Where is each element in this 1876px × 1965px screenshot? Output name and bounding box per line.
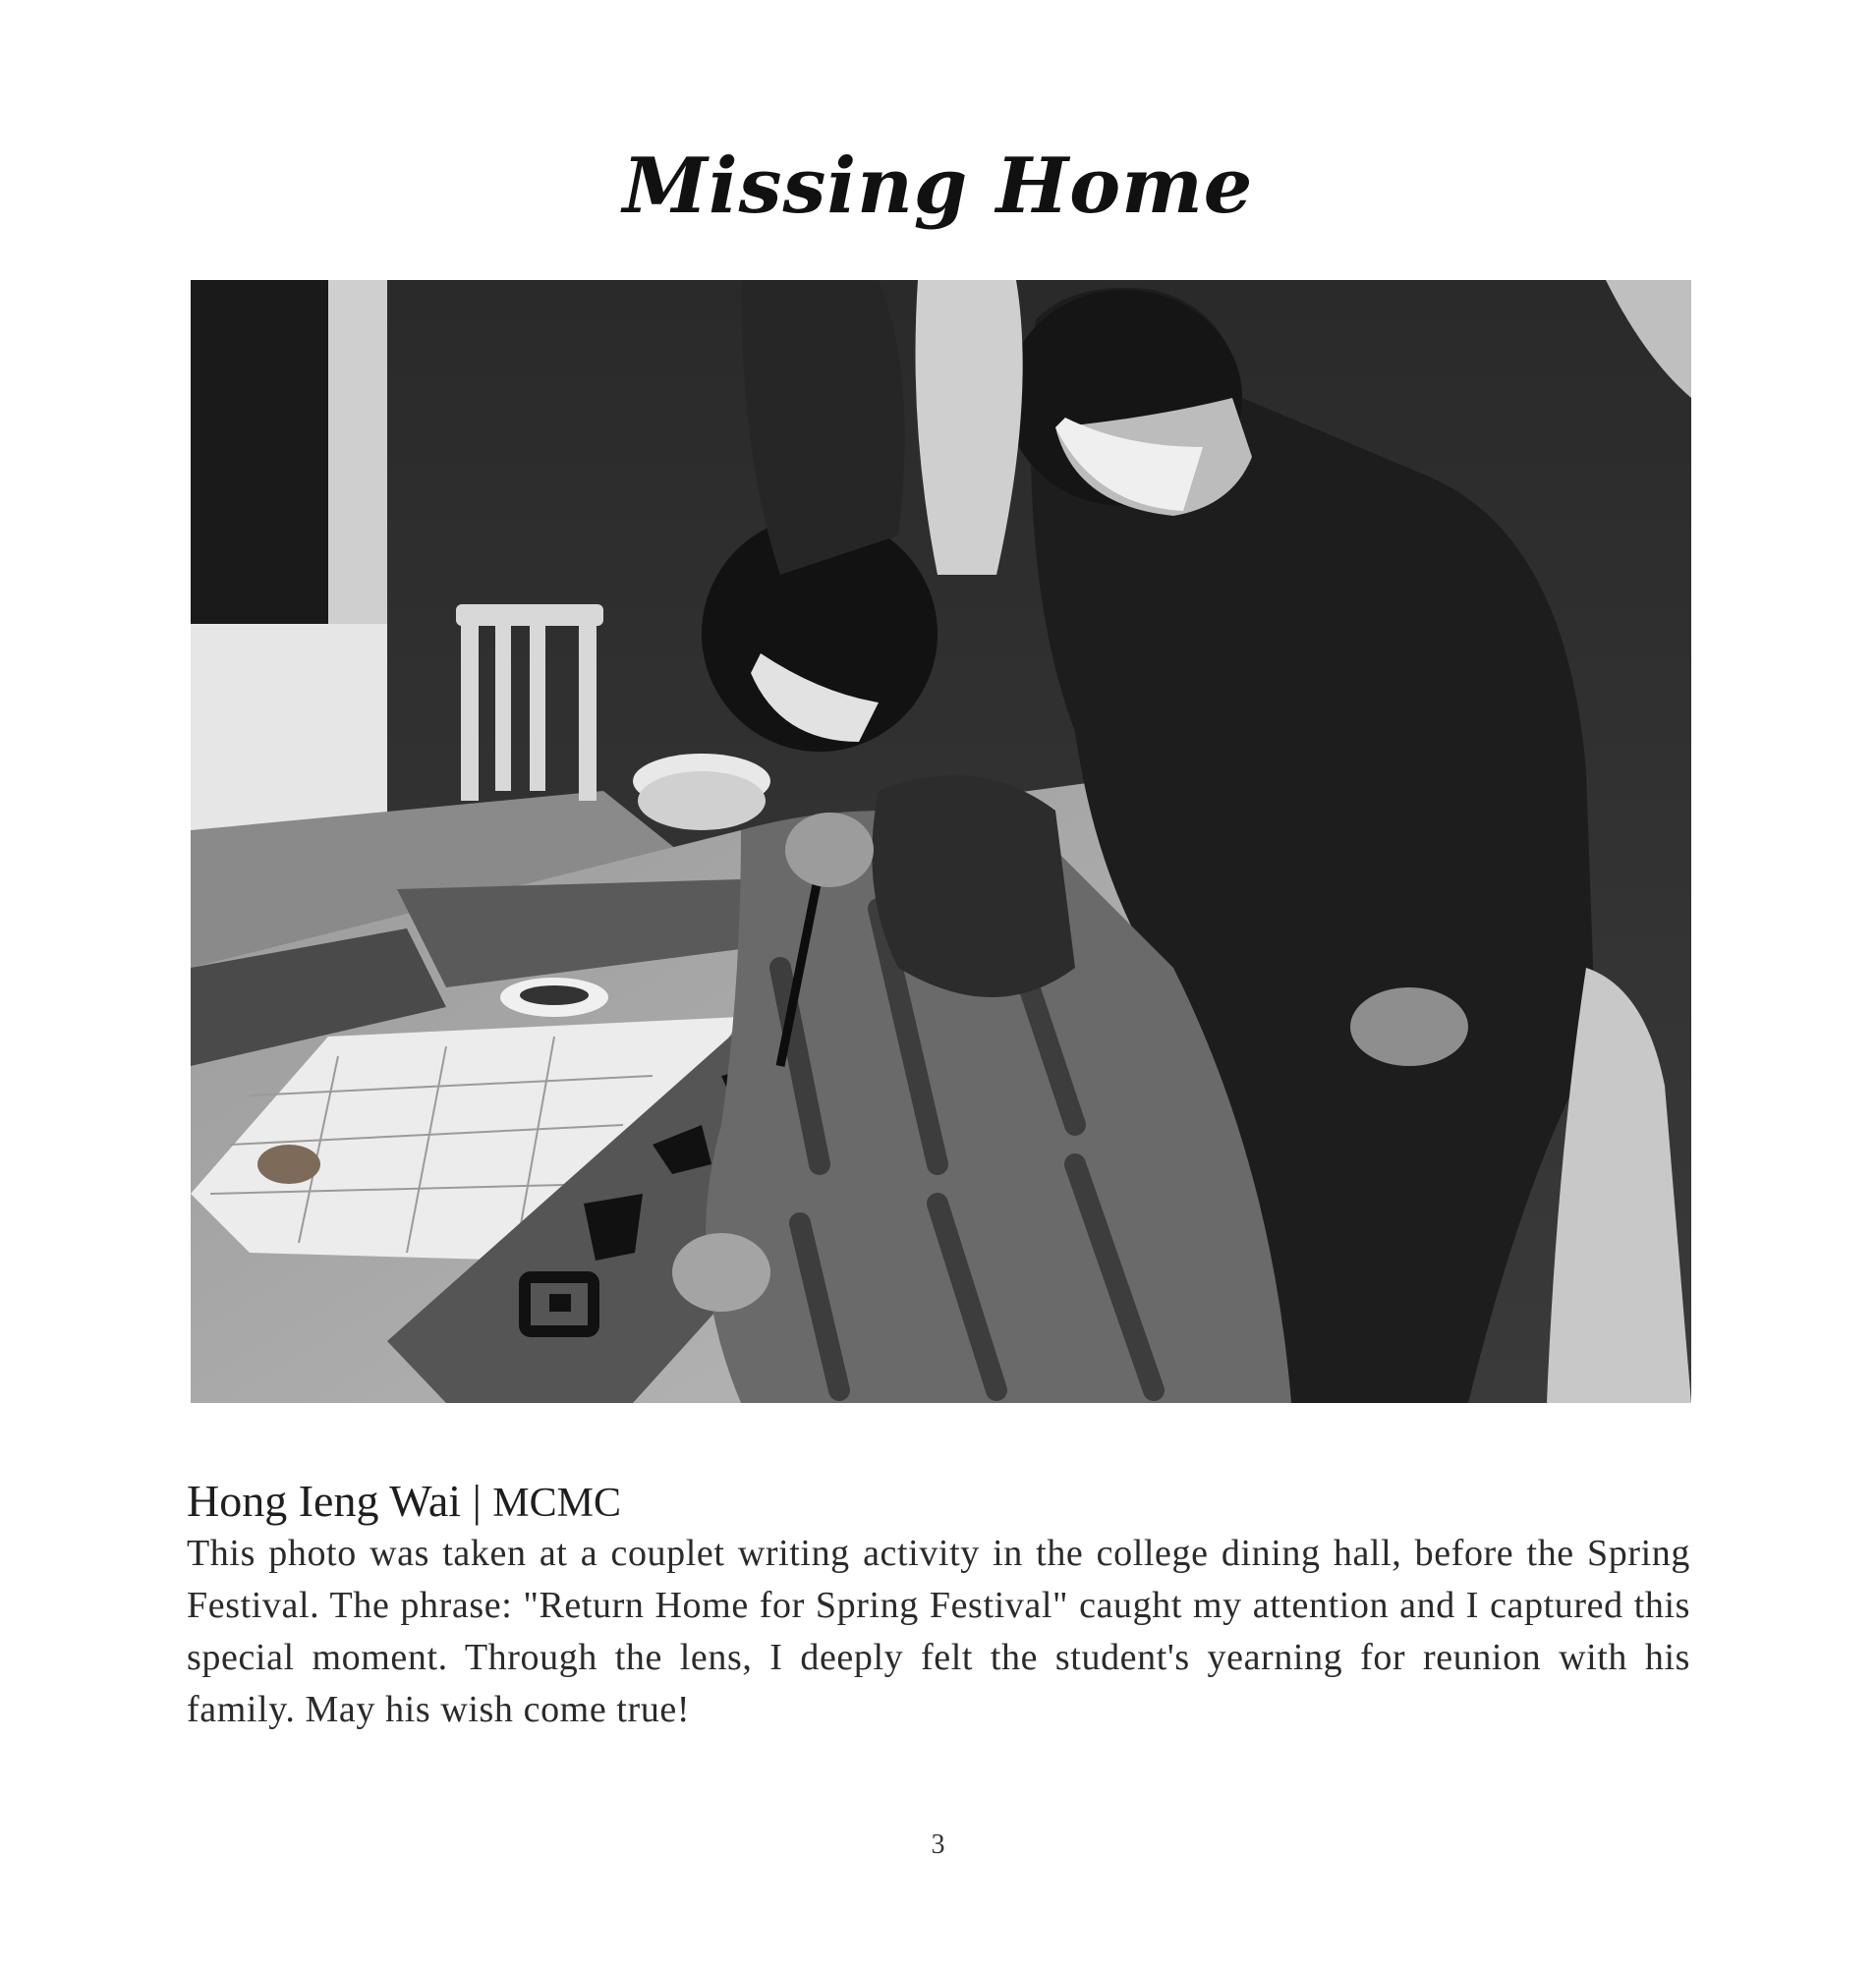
author-affiliation: MCMC [492,1481,621,1526]
author-separator: | [472,1476,482,1526]
page-title: Missing Home [622,141,1254,231]
author-line [187,1474,621,1531]
photo-caption: This photo was taken at a couplet writing activity in the college dining hall, before the Spring Festival. The phrase: "Return Home for Spring Festival" caught my attention and I captured this special moment. Through the lens, I deeply felt the student's yearning for reunion with his family. May his wish come true! [187,1533,1690,1730]
calligraphy-photo [191,280,1691,1403]
author-name: Hong Ieng Wai [187,1476,462,1526]
page-number: 3 [931,1829,945,1860]
